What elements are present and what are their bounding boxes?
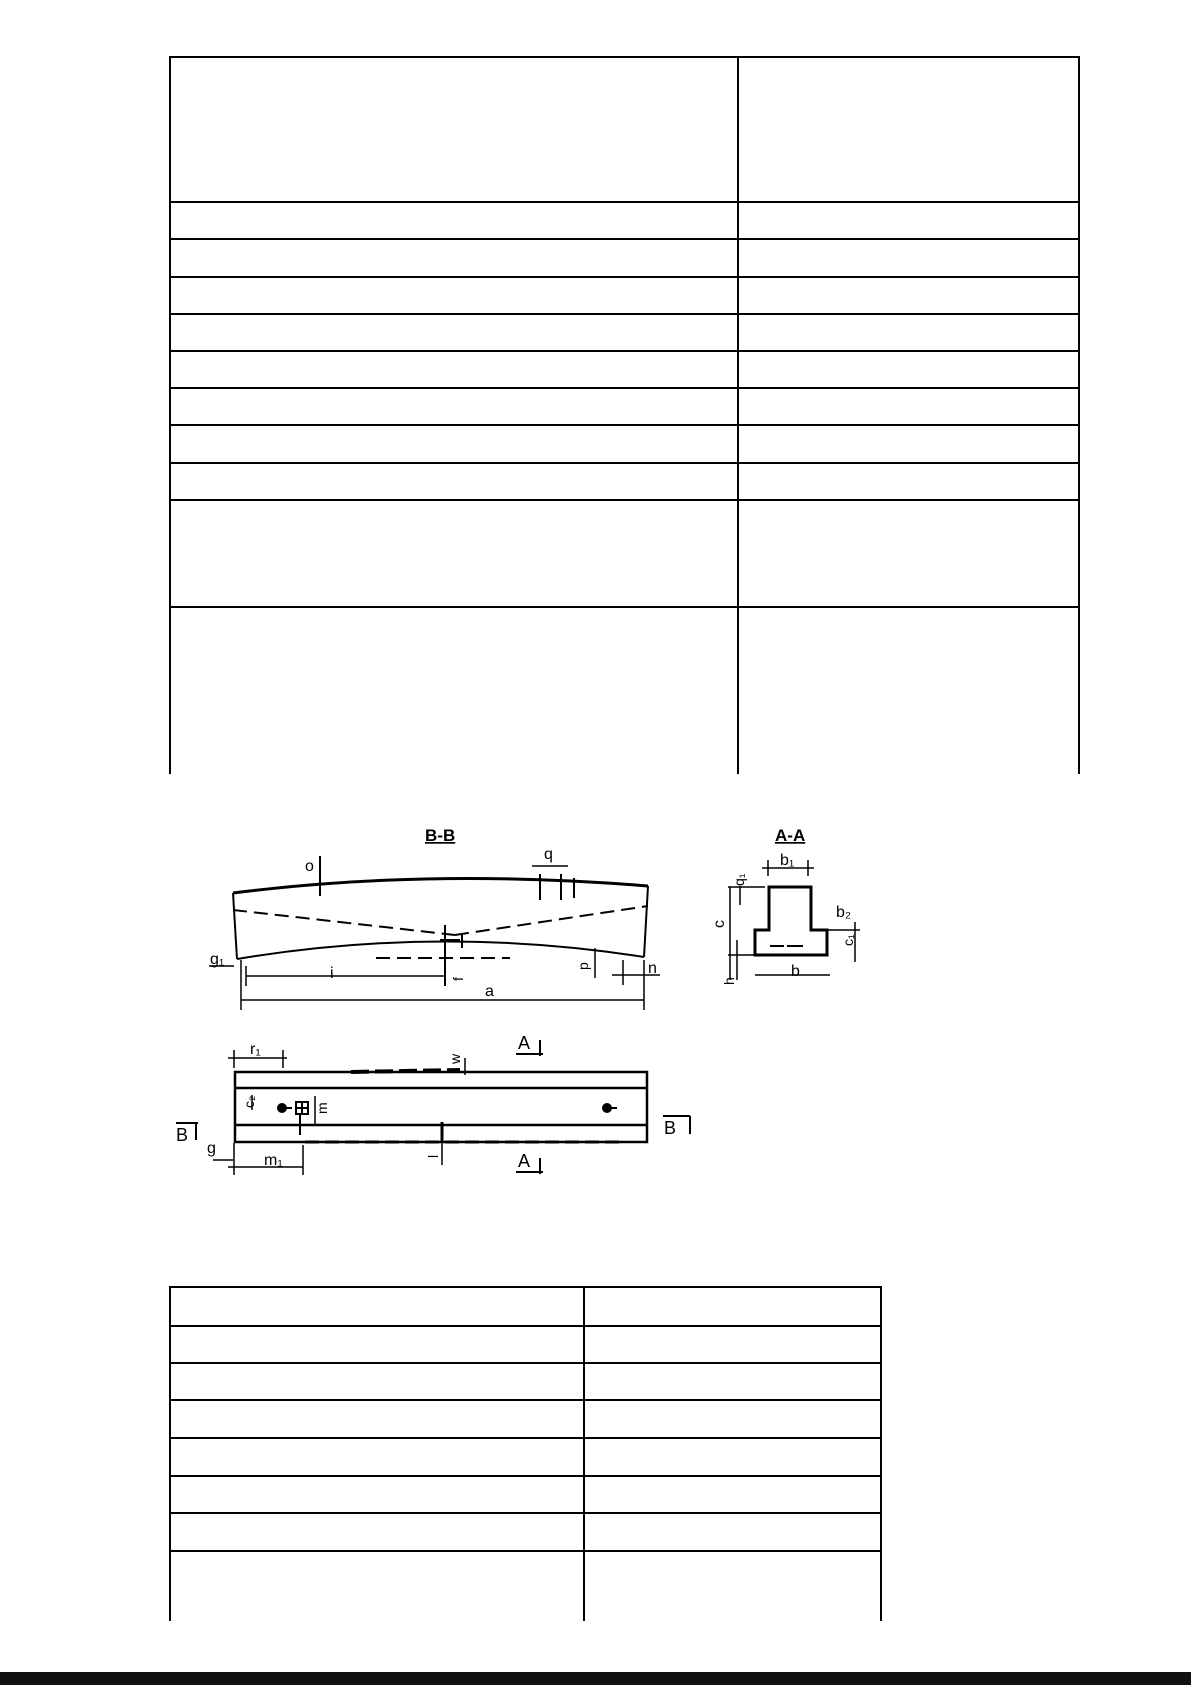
dim-label-b1: b₁ xyxy=(780,852,795,869)
dim-label-m1: m₁ xyxy=(264,1152,283,1169)
table2-row-line xyxy=(169,1550,882,1552)
dim-label-a: a xyxy=(485,983,494,1000)
dim-label-c: c xyxy=(711,920,728,928)
dim-label-c2: c₂ xyxy=(241,1095,257,1108)
dim-label-p: p xyxy=(575,962,591,970)
section-bb-beam xyxy=(209,856,660,1010)
table2-row-line xyxy=(169,1325,882,1327)
dim-label-f: f xyxy=(450,977,466,981)
table2-border-left xyxy=(169,1286,171,1621)
dim-label-l: l xyxy=(425,1154,441,1158)
dim-label-w: w xyxy=(447,1053,463,1064)
dim-label-n: n xyxy=(648,960,657,977)
cut-label-b-right: B xyxy=(664,1118,677,1138)
table2-row-line xyxy=(169,1437,882,1439)
dim-label-r1: r₁ xyxy=(250,1041,261,1058)
dim-label-i: i xyxy=(330,965,334,982)
cut-label-b-left: B xyxy=(176,1125,189,1145)
table2-row-line xyxy=(169,1362,882,1364)
table2-row-line xyxy=(169,1475,882,1477)
table2-row-line xyxy=(169,1512,882,1514)
section-aa-title: A-A xyxy=(775,826,806,845)
dim-label-g: g xyxy=(207,1140,216,1157)
cut-label-a-bottom: A xyxy=(518,1151,531,1171)
dim-label-c1: c₁ xyxy=(840,934,856,946)
dim-label-b: b xyxy=(791,963,800,980)
dim-label-o: o xyxy=(305,858,314,875)
dim-label-b2: b₂ xyxy=(836,904,852,921)
dim-label-g1: g₁ xyxy=(210,951,225,968)
table2-border-right xyxy=(880,1286,882,1621)
table2-row-line xyxy=(169,1399,882,1401)
page-bottom-edge xyxy=(0,1672,1191,1685)
table2-column-divider xyxy=(583,1286,585,1621)
cut-label-a-top: A xyxy=(518,1033,531,1053)
section-bb-title: B-B xyxy=(425,826,456,845)
dim-label-q1: q₁ xyxy=(731,873,747,886)
table2-row-line xyxy=(169,1286,882,1288)
dim-label-m: m xyxy=(314,1102,330,1114)
dim-label-q: q xyxy=(544,846,553,863)
dim-label-h: h xyxy=(721,977,737,985)
